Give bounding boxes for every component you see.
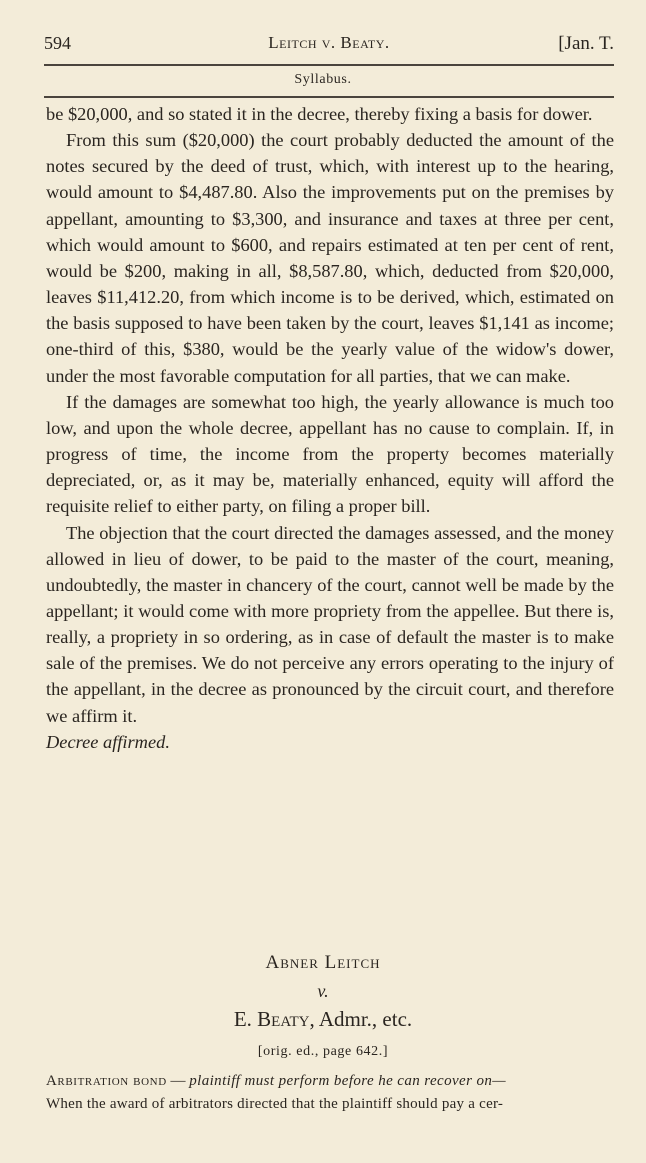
decree-line: Decree affirmed. bbox=[46, 731, 170, 752]
headnote-dash: — bbox=[166, 1073, 190, 1089]
defendant-title: Admr., etc. bbox=[314, 1007, 413, 1031]
headnote-line-1 bbox=[46, 1070, 614, 1093]
defendant-name bbox=[0, 1004, 646, 1034]
headnote bbox=[46, 1070, 614, 1116]
running-title: Leitch v. Beaty. bbox=[268, 33, 390, 52]
headnote-line-2: When the award of arbitrators directed that the plaintiff should pay a cer- bbox=[46, 1096, 504, 1112]
paragraph: be $20,000, and so stated it in the decree, thereby fixing a basis for dower. bbox=[46, 104, 593, 124]
paragraph: From this sum ($20,000) the court probably deducted the amount of the notes secured by the deed of trust, which, with interest up to the hearing, would amount to $4,487.80. Also the improvements put on the premises by appellant, amounting to $3,300, and insurance and taxes at three per cent, which would amount to $600, and repairs estimated at ten per cent of rent, would be $200, making in all, $8,587.80, which, deducted from $20,000, leaves $11,412.20, from which income is to be derived, which, estimated on the basis supposed to have been taken by the court, leaves $1,141 as income; one-third of this, $380, would be the yearly value of the widow's dower, under the most favorable computation for all parties, that we can make. bbox=[46, 130, 614, 386]
header-rule bbox=[44, 64, 614, 66]
citation: [orig. ed., page 642.] bbox=[257, 1044, 389, 1059]
case-caption bbox=[0, 950, 646, 1062]
section-label: Syllabus. bbox=[294, 72, 352, 87]
page-header bbox=[44, 33, 614, 59]
plaintiff-name: Abner Leitch bbox=[265, 952, 381, 973]
opinion-body bbox=[46, 101, 614, 755]
paragraph: The objection that the court directed the damages assessed, and the money allowed in lieu of dower, to be paid to the master of the court, meaning, undoubtedly, the master in chancery of the court, cannot well be made by the appellant; it would come with more propriety from the appellee. But there is, really, a propriety in so ordering, as in case of default the master is to make sale of the premises. We do not perceive any errors operating to the injury of the appellant, in the decree as pronounced by the circuit court, and therefore we affirm it. bbox=[46, 522, 614, 726]
defendant-surname: E. Beaty, bbox=[233, 1007, 315, 1031]
headnote-rule: plaintiff must perform before he can recover on— bbox=[189, 1073, 507, 1089]
paragraph: If the damages are somewhat too high, the yearly allowance is much too low, and upon the whole decree, appellant has no cause to complain. If, in progress of time, the income from the property becomes materially depreciated, or, as it may be, materially enhanced, equity will afford the requisite relief to either party, on filing a proper bill. bbox=[46, 391, 614, 517]
versus: v. bbox=[317, 981, 329, 1001]
page-number: 594 bbox=[44, 33, 71, 53]
section-rule bbox=[44, 96, 614, 98]
term-label: [Jan. T. bbox=[558, 33, 614, 54]
headnote-topic: Arbitration bond bbox=[46, 1073, 167, 1089]
